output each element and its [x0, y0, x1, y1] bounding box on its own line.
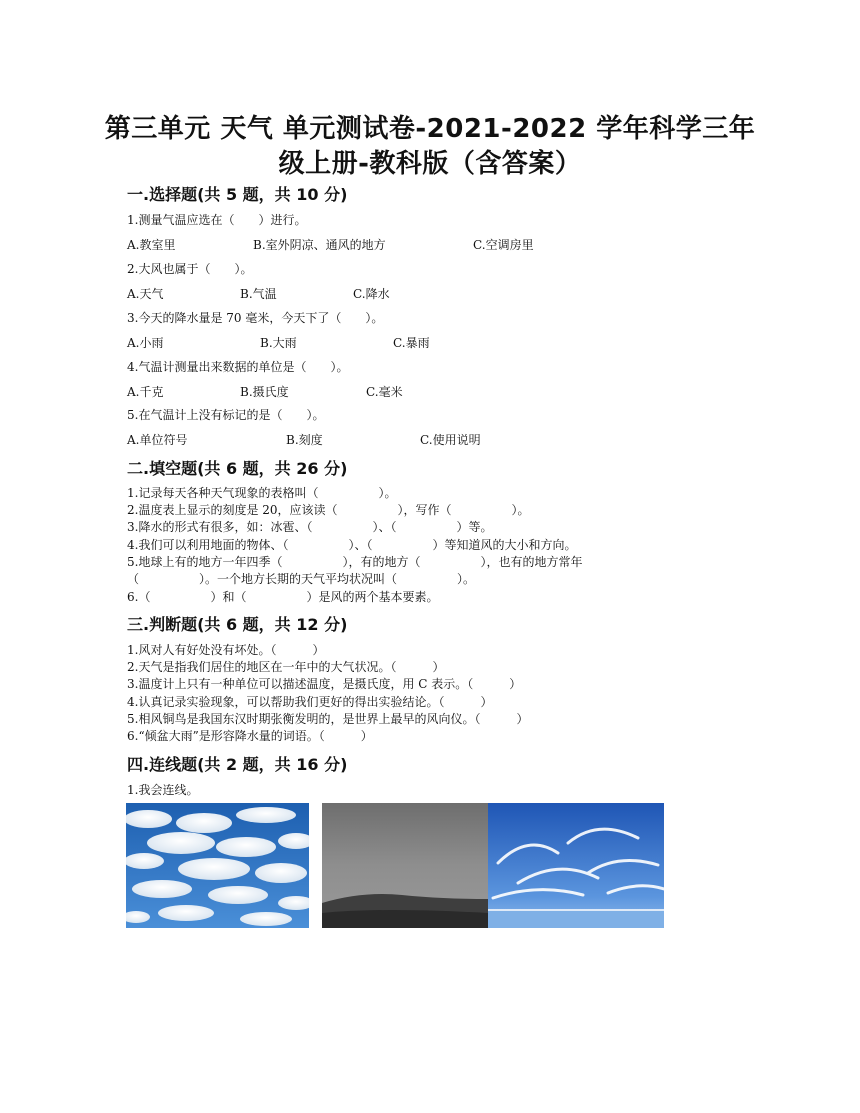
fill-line: 2.温度表上显示的刻度是 20，应该读（ ），写作（ ）。: [127, 503, 530, 517]
option-b: B.摄氏度: [240, 385, 289, 399]
option-b: B.气温: [240, 287, 277, 301]
option-a: A.教室里: [127, 238, 176, 252]
option-b: B.大雨: [260, 336, 297, 350]
page-title-line-1: 第三单元 天气 单元测试卷-2021-2022 学年科学三年: [104, 114, 756, 144]
fill-line: （ ）。一个地方长期的天气平均状况叫（ ）。: [127, 572, 476, 586]
cirrus-clouds-image: [488, 803, 664, 928]
option-a: A.千克: [127, 385, 164, 399]
judge-line: 1.风对人有好处没有坏处。（ ）: [127, 643, 325, 657]
option-c: C.使用说明: [420, 433, 481, 447]
section-heading-choice: 一.选择题(共 5 题，共 10 分): [127, 185, 348, 204]
option-a: A.单位符号: [127, 433, 188, 447]
judge-line: 5.相风铜鸟是我国东汉时期张衡发明的，是世界上最早的风向仪。（ ）: [127, 712, 529, 726]
question-stem: 4.气温计测量出来数据的单位是（ ）。: [127, 360, 349, 374]
fill-line: 3.降水的形式有很多，如：冰雹、（ ）、（ ）等。: [127, 520, 493, 534]
option-c: C.空调房里: [473, 238, 534, 252]
section-heading-fill: 二.填空题(共 6 题，共 26 分): [127, 459, 348, 478]
fill-line: 5.地球上有的地方一年四季（ ），有的地方（ ），也有的地方常年: [127, 555, 583, 569]
question-stem: 5.在气温计上没有标记的是（ ）。: [127, 408, 325, 422]
fill-line: 6.（ ）和（ ）是风的两个基本要素。: [127, 590, 439, 604]
option-a: A.小雨: [127, 336, 164, 350]
question-stem: 2.大风也属于（ ）。: [127, 262, 253, 276]
judge-line: 6.“倾盆大雨”是形容降水量的词语。（ ）: [127, 729, 373, 743]
page-title-line-2: 级上册-教科版（含答案）: [278, 149, 582, 179]
option-a: A.天气: [127, 287, 164, 301]
option-c: C.毫米: [366, 385, 403, 399]
option-c: C.降水: [353, 287, 390, 301]
question-stem: 1.测量气温应选在（ ）进行。: [127, 213, 307, 227]
question-stem: 3.今天的降水量是 70 毫米，今天下了（ ）。: [127, 311, 384, 325]
fill-line: 1.记录每天各种天气现象的表格叫（ ）。: [127, 486, 397, 500]
judge-line: 3.温度计上只有一种单位可以描述温度，是摄氏度，用 C 表示。（ ）: [127, 677, 522, 691]
option-b: B.室外阴凉、通风的地方: [253, 238, 386, 252]
option-b: B.刻度: [286, 433, 323, 447]
overcast-sky-image: [322, 803, 488, 928]
judge-line: 2.天气是指我们居住的地区在一年中的大气状况。（ ）: [127, 660, 445, 674]
section-heading-match: 四.连线题(共 2 题，共 16 分): [127, 755, 348, 774]
option-c: C.暴雨: [393, 336, 430, 350]
judge-line: 4.认真记录实验现象，可以帮助我们更好的得出实验结论。（ ）: [127, 695, 493, 709]
question-stem: 1.我会连线。: [127, 783, 199, 797]
cumulus-clouds-image: [126, 803, 309, 928]
fill-line: 4.我们可以利用地面的物体、（ ）、（ ）等知道风的大小和方向。: [127, 538, 577, 552]
section-heading-judge: 三.判断题(共 6 题，共 12 分): [127, 615, 348, 634]
